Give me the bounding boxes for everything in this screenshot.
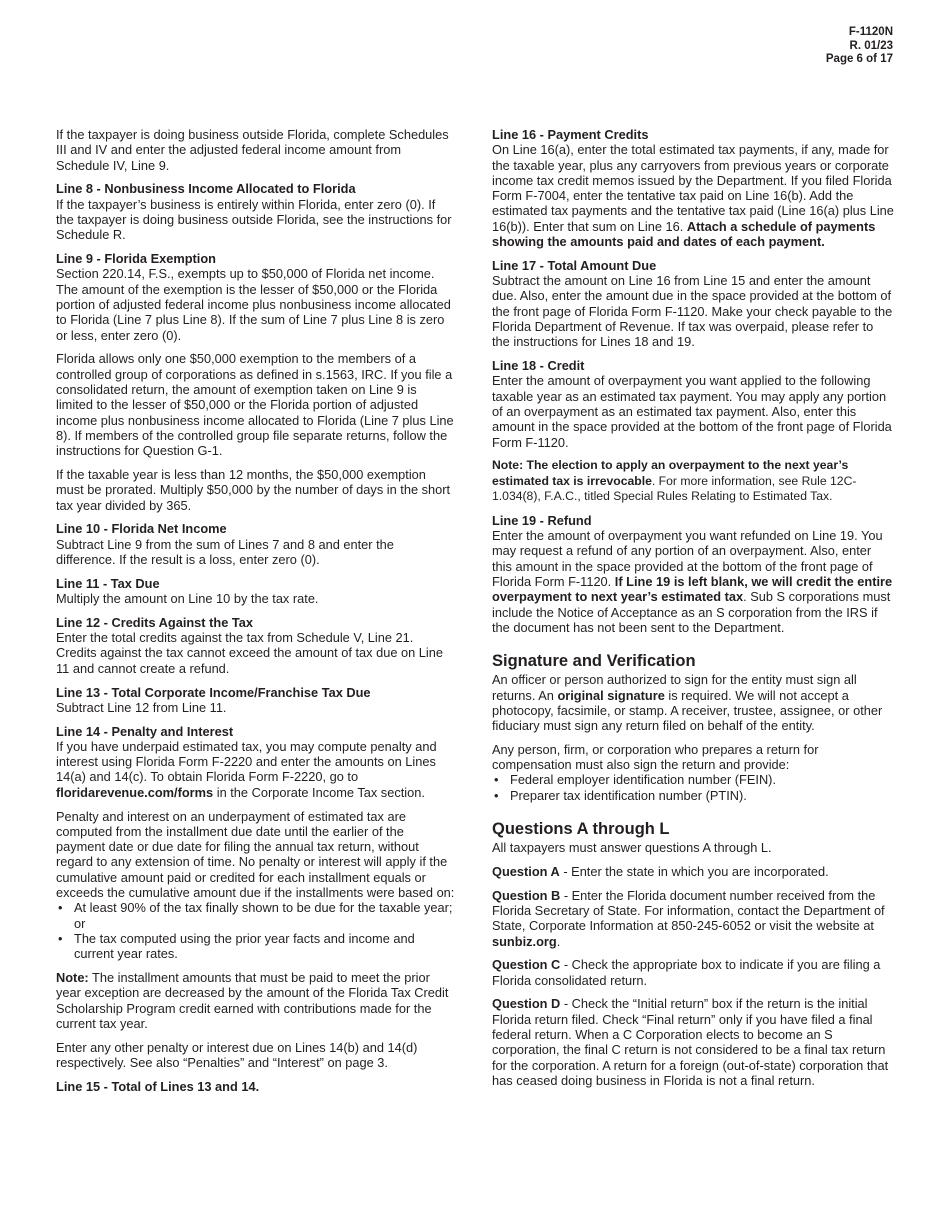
line-18-text: Enter the amount of overpayment you want applied to the following taxable year as an estimated tax payment. You may apply any portion of an overpayment as an estimated tax payment. Also, enter this amount in the space provided at the bottom of the front page of Florida Form F-1120.	[492, 373, 892, 450]
revision-date: R. 01/23	[849, 39, 893, 52]
line-16-section	[492, 127, 894, 249]
line-18-note	[492, 458, 894, 504]
line-14-text: If you have underpaid estimated tax, you may compute penalty and interest using Florida Form F-2220 and enter the amounts on Lines 14(a) and 14(c). To obtain Florida Form F-2220, go to	[56, 738, 437, 785]
line-19-text-end: . Sub S corporations must include the Notice of Acceptance as an S corporation from the IRS if the document has not been sent to the Department.	[492, 589, 891, 635]
left-column	[56, 127, 456, 1103]
line-18-note-text: . For more information, see Rule 12C-1.034(8), F.A.C., titled Special Rules Relating to Estimated Tax.	[492, 473, 857, 504]
line-18-heading: Line 18 - Credit	[492, 358, 585, 374]
line-19-heading: Line 19 - Refund	[492, 512, 592, 528]
line-14-bullets	[56, 900, 456, 961]
line-19-text: Enter the amount of overpayment you want refunded on Line 19. You may request a refund of any portion of an overpayment. Also, enter this amount in the space provided at the bottom of the front page of Florida Form F-1120.	[492, 528, 883, 590]
line-12-text: Enter the total credits against the tax from Schedule V, Line 21. Credits against the tax cannot exceed the amount of tax due on Line 11 and cannot create a refund.	[56, 630, 444, 676]
list-item: • At least 90% of the tax finally shown to be due for the taxable year; or	[56, 900, 456, 931]
line-12-section	[56, 615, 456, 676]
line-9-controlled-group: Florida allows only one $50,000 exemption to the members of a controlled group of corporations as defined in s.1563, IRC. If you file a consolidated return, the amount of exemption taken on Line 9 is limited to the lesser of $50,000 or the Florida portion of adjusted income plus nonbusiness income allocated to Florida (Line 7 plus Line 8). If members of the controlled group file separate returns, follow the instructions for Question G-1.	[56, 351, 454, 459]
line-13-heading: Line 13 - Total Corporate Income/Franchise Tax Due	[56, 684, 371, 700]
line-10-text: Subtract Line 9 from the sum of Lines 7 and 8 and enter the difference. If the result is a loss, enter zero (0).	[56, 536, 394, 567]
question-c-label: Question C	[492, 957, 561, 973]
questions-heading: Questions A through L	[492, 820, 670, 839]
line-10-section	[56, 521, 456, 567]
form-number: F-1120N	[848, 26, 893, 38]
line-14-section	[56, 724, 456, 800]
original-signature: original signature	[557, 687, 665, 703]
line-12-heading: Line 12 - Credits Against the Tax	[56, 614, 253, 630]
page-number: Page 6 of 17	[825, 53, 893, 65]
line-16-heading: Line 16 - Payment Credits	[492, 127, 649, 142]
line-9-proration: If the taxable year is less than 12 months, the $50,000 exemption must be prorated. Multiply $50,000 by the number of days in the short tax year divided by 365.	[56, 466, 451, 513]
note-text: The installment amounts that must be paid to meet the prior year exception are decreased by the amount of the Florida Tax Credit Scholarship Program credit earned with contributions made for the current tax year.	[56, 970, 449, 1031]
question-d-text: - Check the “Initial return” box if the return is the initial Florida return filed. Check “Final return” only if you have filed a final federal return. When a C Corporation elects to become an S corporation, the final C return is not considered to be a final tax return for the corporation. A return for a foreign (out-of-state) corporation that has ceased doing business in Florida is not a final return.	[492, 996, 889, 1088]
forms-link[interactable]: floridarevenue.com/forms	[56, 784, 214, 800]
question-a-text: - Enter the state in which you are incorporated.	[559, 863, 829, 879]
question-b-text: - Enter the Florida document number received from the Florida Secretary of State. For information, contact the Department of State, Corporate Information at 850-245-6052 or visit the website at	[492, 887, 885, 934]
question-d	[492, 996, 894, 1088]
line-15-section	[56, 1079, 456, 1094]
list-item: • Federal employer identification number (FEIN).	[492, 772, 894, 787]
line-9-text: Section 220.14, F.S., exempts up to $50,000 of Florida net income. The amount of the exemption is the lesser of $50,000 or the Florida portion of adjusted federal income plus nonbusiness income allocated to Florida (Line 7 plus Line 8). If the sum of Line 7 plus Line 8 is zero or less, enter zero (0).	[56, 266, 451, 343]
line-8-text: If the taxpayer’s business is entirely within Florida, enter zero (0). If the taxpayer is doing business outside Florida, see the instructions for Schedule R.	[56, 196, 452, 243]
signature-text-end: is required. We will not accept a photocopy, facsimile, or stamp. A receiver, trustee, assignee, or other fiduciary must sign any return filed on behalf of the entity.	[492, 687, 883, 734]
question-a-label: Question A	[492, 863, 560, 879]
question-b-label: Question B	[492, 887, 561, 903]
line-14-heading: Line 14 - Penalty and Interest	[56, 723, 234, 739]
line-17-text: Subtract the amount on Line 16 from Line 15 and enter the amount due. Also, enter the amount due in the space provided at the bottom of the front page of Florida Form F-1120. Make your check payable to the Florida Department of Revenue. If tax was overpaid, please refer to the instructions for Lines 18 and 19.	[492, 273, 893, 350]
line-8-section	[56, 181, 456, 242]
question-b-end: .	[556, 933, 561, 949]
line-16-text: On Line 16(a), enter the total estimated tax payments, if any, made for the taxable year, plus any carryovers from previous years or corporate income tax credit memos issued by the Department. If you filed Florida Form F-7004, enter the tentative tax paid on Line 16(b). Add the estimated tax payments and the tentative tax paid (Line 16(a) plus Line 16(b)). Enter that sum on Line 16.	[492, 142, 894, 234]
sunbiz-link[interactable]: sunbiz.org	[492, 933, 557, 949]
line-19-bold: If Line 19 is left blank, we will credit the entire overpayment to next year’s estimated tax	[492, 574, 893, 605]
line-14-other: Enter any other penalty or interest due on Lines 14(b) and 14(d) respectively. See also “Penalties” and “Interest” on page 3.	[56, 1039, 418, 1071]
question-c-text: - Check the appropriate box to indicate if you are filing a Florida consolidated return.	[492, 957, 881, 988]
note-label: Note:	[56, 970, 89, 986]
list-item: • The tax computed using the prior year facts and income and current year rates.	[56, 931, 456, 962]
line-19-section	[492, 513, 894, 635]
line-13-text: Subtract Line 12 from Line 11.	[56, 699, 227, 715]
signature-text	[492, 672, 894, 733]
question-c	[492, 957, 894, 988]
line-16-bold: Attach a schedule of payments showing the amounts paid and dates of each payment.	[492, 218, 876, 250]
line-11-text: Multiply the amount on Line 10 by the tax rate.	[56, 591, 319, 607]
line-10-heading: Line 10 - Florida Net Income	[56, 521, 227, 537]
line-11-section	[56, 576, 456, 607]
line-17-heading: Line 17 - Total Amount Due	[492, 257, 657, 273]
line-11-heading: Line 11 - Tax Due	[56, 575, 160, 591]
line-14-computation: Penalty and interest on an underpayment of estimated tax are computed from the installment due date until the earlier of the payment date or due date for filing the annual tax return, without regard to any extension of time. No penalty or interest will apply if the cumulative amount paid or credited for each installment equals or exceeds the cumulative amount due if the installments were based on:	[56, 808, 455, 901]
line-14-note	[56, 970, 456, 1031]
preparer-bullets	[492, 772, 894, 803]
line-18-note-bold: Note: The election to apply an overpayment to the next year’s estimated tax is irrevocable	[492, 458, 849, 488]
right-column	[492, 127, 894, 1097]
line-18-section	[492, 358, 894, 450]
line-15-heading: Line 15 - Total of Lines 13 and 14.	[56, 1078, 260, 1094]
line-8-heading: Line 8 - Nonbusiness Income Allocated to Florida	[56, 181, 356, 197]
line-14-text-end: in the Corporate Income Tax section.	[213, 784, 425, 800]
question-a	[492, 864, 894, 879]
list-item: • Preparer tax identification number (PTIN).	[492, 788, 894, 803]
form-header	[826, 26, 893, 67]
signature-text-start: An officer or person authorized to sign for the entity must sign all returns. An	[492, 672, 857, 703]
preparer-text: Any person, firm, or corporation who prepares a return for compensation must also sign the return and provide:	[492, 741, 819, 773]
questions-intro: All taxpayers must answer questions A through L.	[492, 840, 772, 856]
line-13-section	[56, 685, 456, 716]
line-9-heading: Line 9 - Florida Exemption	[56, 251, 216, 267]
question-b	[492, 888, 894, 949]
question-d-label: Question D	[492, 996, 561, 1012]
line-9-section	[56, 251, 456, 343]
line-17-section	[492, 258, 894, 350]
signature-heading: Signature and Verification	[492, 652, 696, 671]
schedule-intro: If the taxpayer is doing business outside Florida, complete Schedules III and IV and enter the adjusted federal income amount from Schedule IV, Line 9.	[56, 127, 449, 173]
